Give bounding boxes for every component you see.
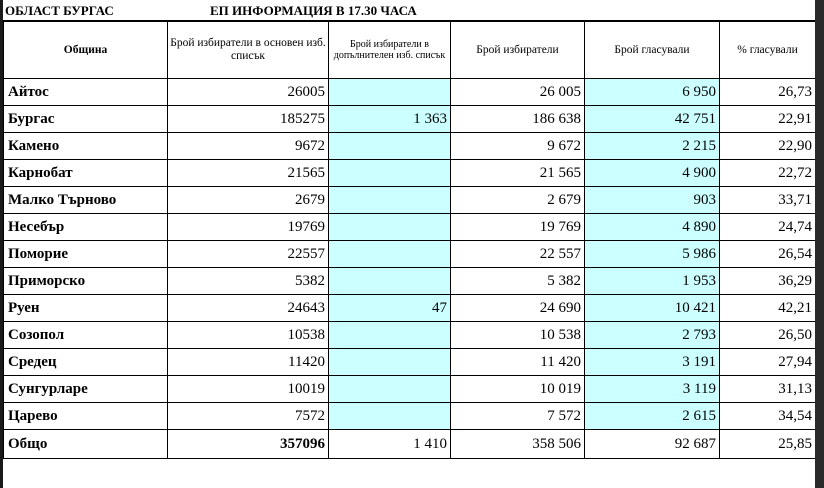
cell-voted[interactable]: 42 751 (585, 106, 720, 133)
cell-municipality[interactable]: Созопол (4, 322, 168, 349)
cell-municipality[interactable]: Приморско (4, 268, 168, 295)
cell-voters-additional[interactable] (329, 403, 451, 430)
cell-voters-total[interactable]: 21 565 (451, 160, 585, 187)
cell-percent[interactable]: 36,29 (720, 268, 816, 295)
cell-voters-additional[interactable] (329, 79, 451, 106)
cell-voters-additional[interactable] (329, 241, 451, 268)
cell-percent[interactable]: 26,73 (720, 79, 816, 106)
title-row (3, 0, 815, 21)
turnout-table (3, 21, 815, 459)
header-percent[interactable]: % гласували (720, 22, 816, 79)
cell-voters-additional[interactable] (329, 349, 451, 376)
cell-percent[interactable]: 27,94 (720, 349, 816, 376)
table-row (4, 187, 816, 214)
cell-voted[interactable]: 2 215 (585, 133, 720, 160)
table-row (4, 403, 816, 430)
cell-voters-additional[interactable] (329, 214, 451, 241)
cell-percent[interactable]: 22,91 (720, 106, 816, 133)
cell-voters-main[interactable]: 21565 (168, 160, 329, 187)
header-voters-additional[interactable]: Брой избиратели в допълнителен изб. списък (329, 22, 451, 79)
table-row (4, 349, 816, 376)
header-voters-total[interactable]: Брой избиратели (451, 22, 585, 79)
cell-voted[interactable]: 10 421 (585, 295, 720, 322)
total-additional[interactable]: 1 410 (329, 430, 451, 459)
cell-voted[interactable]: 4 900 (585, 160, 720, 187)
table-row (4, 133, 816, 160)
cell-voters-main[interactable]: 19769 (168, 214, 329, 241)
spreadsheet-page (3, 0, 815, 488)
table-row (4, 160, 816, 187)
cell-percent[interactable]: 31,13 (720, 376, 816, 403)
cell-voters-total[interactable]: 26 005 (451, 79, 585, 106)
cell-percent[interactable]: 26,54 (720, 241, 816, 268)
cell-voted[interactable]: 6 950 (585, 79, 720, 106)
cell-voters-main[interactable]: 7572 (168, 403, 329, 430)
cell-voted[interactable]: 903 (585, 187, 720, 214)
cell-municipality[interactable]: Камено (4, 133, 168, 160)
total-voted[interactable]: 92 687 (585, 430, 720, 459)
header-row (4, 22, 816, 79)
cell-percent[interactable]: 34,54 (720, 403, 816, 430)
total-main[interactable]: 357096 (168, 430, 329, 459)
cell-municipality[interactable]: Бургас (4, 106, 168, 133)
cell-voted[interactable]: 5 986 (585, 241, 720, 268)
cell-voters-additional[interactable] (329, 187, 451, 214)
cell-voted[interactable]: 3 191 (585, 349, 720, 376)
cell-percent[interactable]: 26,50 (720, 322, 816, 349)
report-title: ЕП ИНФОРМАЦИЯ В 17.30 ЧАСА (210, 3, 417, 18)
cell-voters-total[interactable]: 7 572 (451, 403, 585, 430)
cell-voters-total[interactable]: 2 679 (451, 187, 585, 214)
table-row (4, 268, 816, 295)
right-window-edge (815, 0, 824, 488)
cell-voters-total[interactable]: 10 019 (451, 376, 585, 403)
cell-voters-additional[interactable] (329, 268, 451, 295)
cell-municipality[interactable]: Айтос (4, 79, 168, 106)
cell-municipality[interactable]: Руен (4, 295, 168, 322)
cell-municipality[interactable]: Карнобат (4, 160, 168, 187)
cell-percent[interactable]: 42,21 (720, 295, 816, 322)
cell-voted[interactable]: 2 615 (585, 403, 720, 430)
total-percent[interactable]: 25,85 (720, 430, 816, 459)
cell-voters-total[interactable]: 5 382 (451, 268, 585, 295)
cell-voted[interactable]: 4 890 (585, 214, 720, 241)
cell-voters-main[interactable]: 10019 (168, 376, 329, 403)
cell-voters-additional[interactable]: 1 363 (329, 106, 451, 133)
header-voted[interactable]: Брой гласували (585, 22, 720, 79)
header-voters-main[interactable]: Брой избиратели в основен изб. списък (168, 22, 329, 79)
cell-percent[interactable]: 22,72 (720, 160, 816, 187)
table-row (4, 79, 816, 106)
table-row (4, 106, 816, 133)
cell-voters-total[interactable]: 24 690 (451, 295, 585, 322)
cell-voters-total[interactable]: 9 672 (451, 133, 585, 160)
cell-voters-additional[interactable] (329, 322, 451, 349)
cell-voters-additional[interactable]: 47 (329, 295, 451, 322)
cell-voters-total[interactable]: 10 538 (451, 322, 585, 349)
cell-percent[interactable]: 33,71 (720, 187, 816, 214)
cell-municipality[interactable]: Несебър (4, 214, 168, 241)
cell-voters-main[interactable]: 185275 (168, 106, 329, 133)
cell-municipality[interactable]: Сунгурларе (4, 376, 168, 403)
cell-voted[interactable]: 2 793 (585, 322, 720, 349)
table-row (4, 322, 816, 349)
total-voters[interactable]: 358 506 (451, 430, 585, 459)
table-body (4, 79, 816, 430)
cell-voters-main[interactable]: 2679 (168, 187, 329, 214)
cell-voters-total[interactable]: 22 557 (451, 241, 585, 268)
cell-voters-main[interactable]: 24643 (168, 295, 329, 322)
cell-voted[interactable]: 3 119 (585, 376, 720, 403)
cell-percent[interactable]: 22,90 (720, 133, 816, 160)
cell-voters-main[interactable]: 5382 (168, 268, 329, 295)
total-row (4, 430, 816, 459)
table-row (4, 376, 816, 403)
cell-voters-total[interactable]: 186 638 (451, 106, 585, 133)
region-title: ОБЛАСТ БУРГАС (5, 3, 114, 18)
cell-voters-total[interactable]: 11 420 (451, 349, 585, 376)
cell-voters-total[interactable]: 19 769 (451, 214, 585, 241)
cell-voters-additional[interactable] (329, 133, 451, 160)
table-row (4, 214, 816, 241)
cell-voted[interactable]: 1 953 (585, 268, 720, 295)
cell-voters-main[interactable]: 26005 (168, 79, 329, 106)
cell-voters-main[interactable]: 10538 (168, 322, 329, 349)
cell-voters-additional[interactable] (329, 160, 451, 187)
table-row (4, 241, 816, 268)
cell-municipality[interactable]: Средец (4, 349, 168, 376)
table-row (4, 295, 816, 322)
cell-municipality[interactable]: Поморие (4, 241, 168, 268)
cell-percent[interactable]: 24,74 (720, 214, 816, 241)
cell-voters-main[interactable]: 9672 (168, 133, 329, 160)
cell-municipality[interactable]: Малко Търново (4, 187, 168, 214)
cell-municipality[interactable]: Царево (4, 403, 168, 430)
cell-voters-main[interactable]: 22557 (168, 241, 329, 268)
header-municipality[interactable]: Община (4, 22, 168, 79)
total-label[interactable]: Общо (4, 430, 168, 459)
cell-voters-additional[interactable] (329, 376, 451, 403)
cell-voters-main[interactable]: 11420 (168, 349, 329, 376)
